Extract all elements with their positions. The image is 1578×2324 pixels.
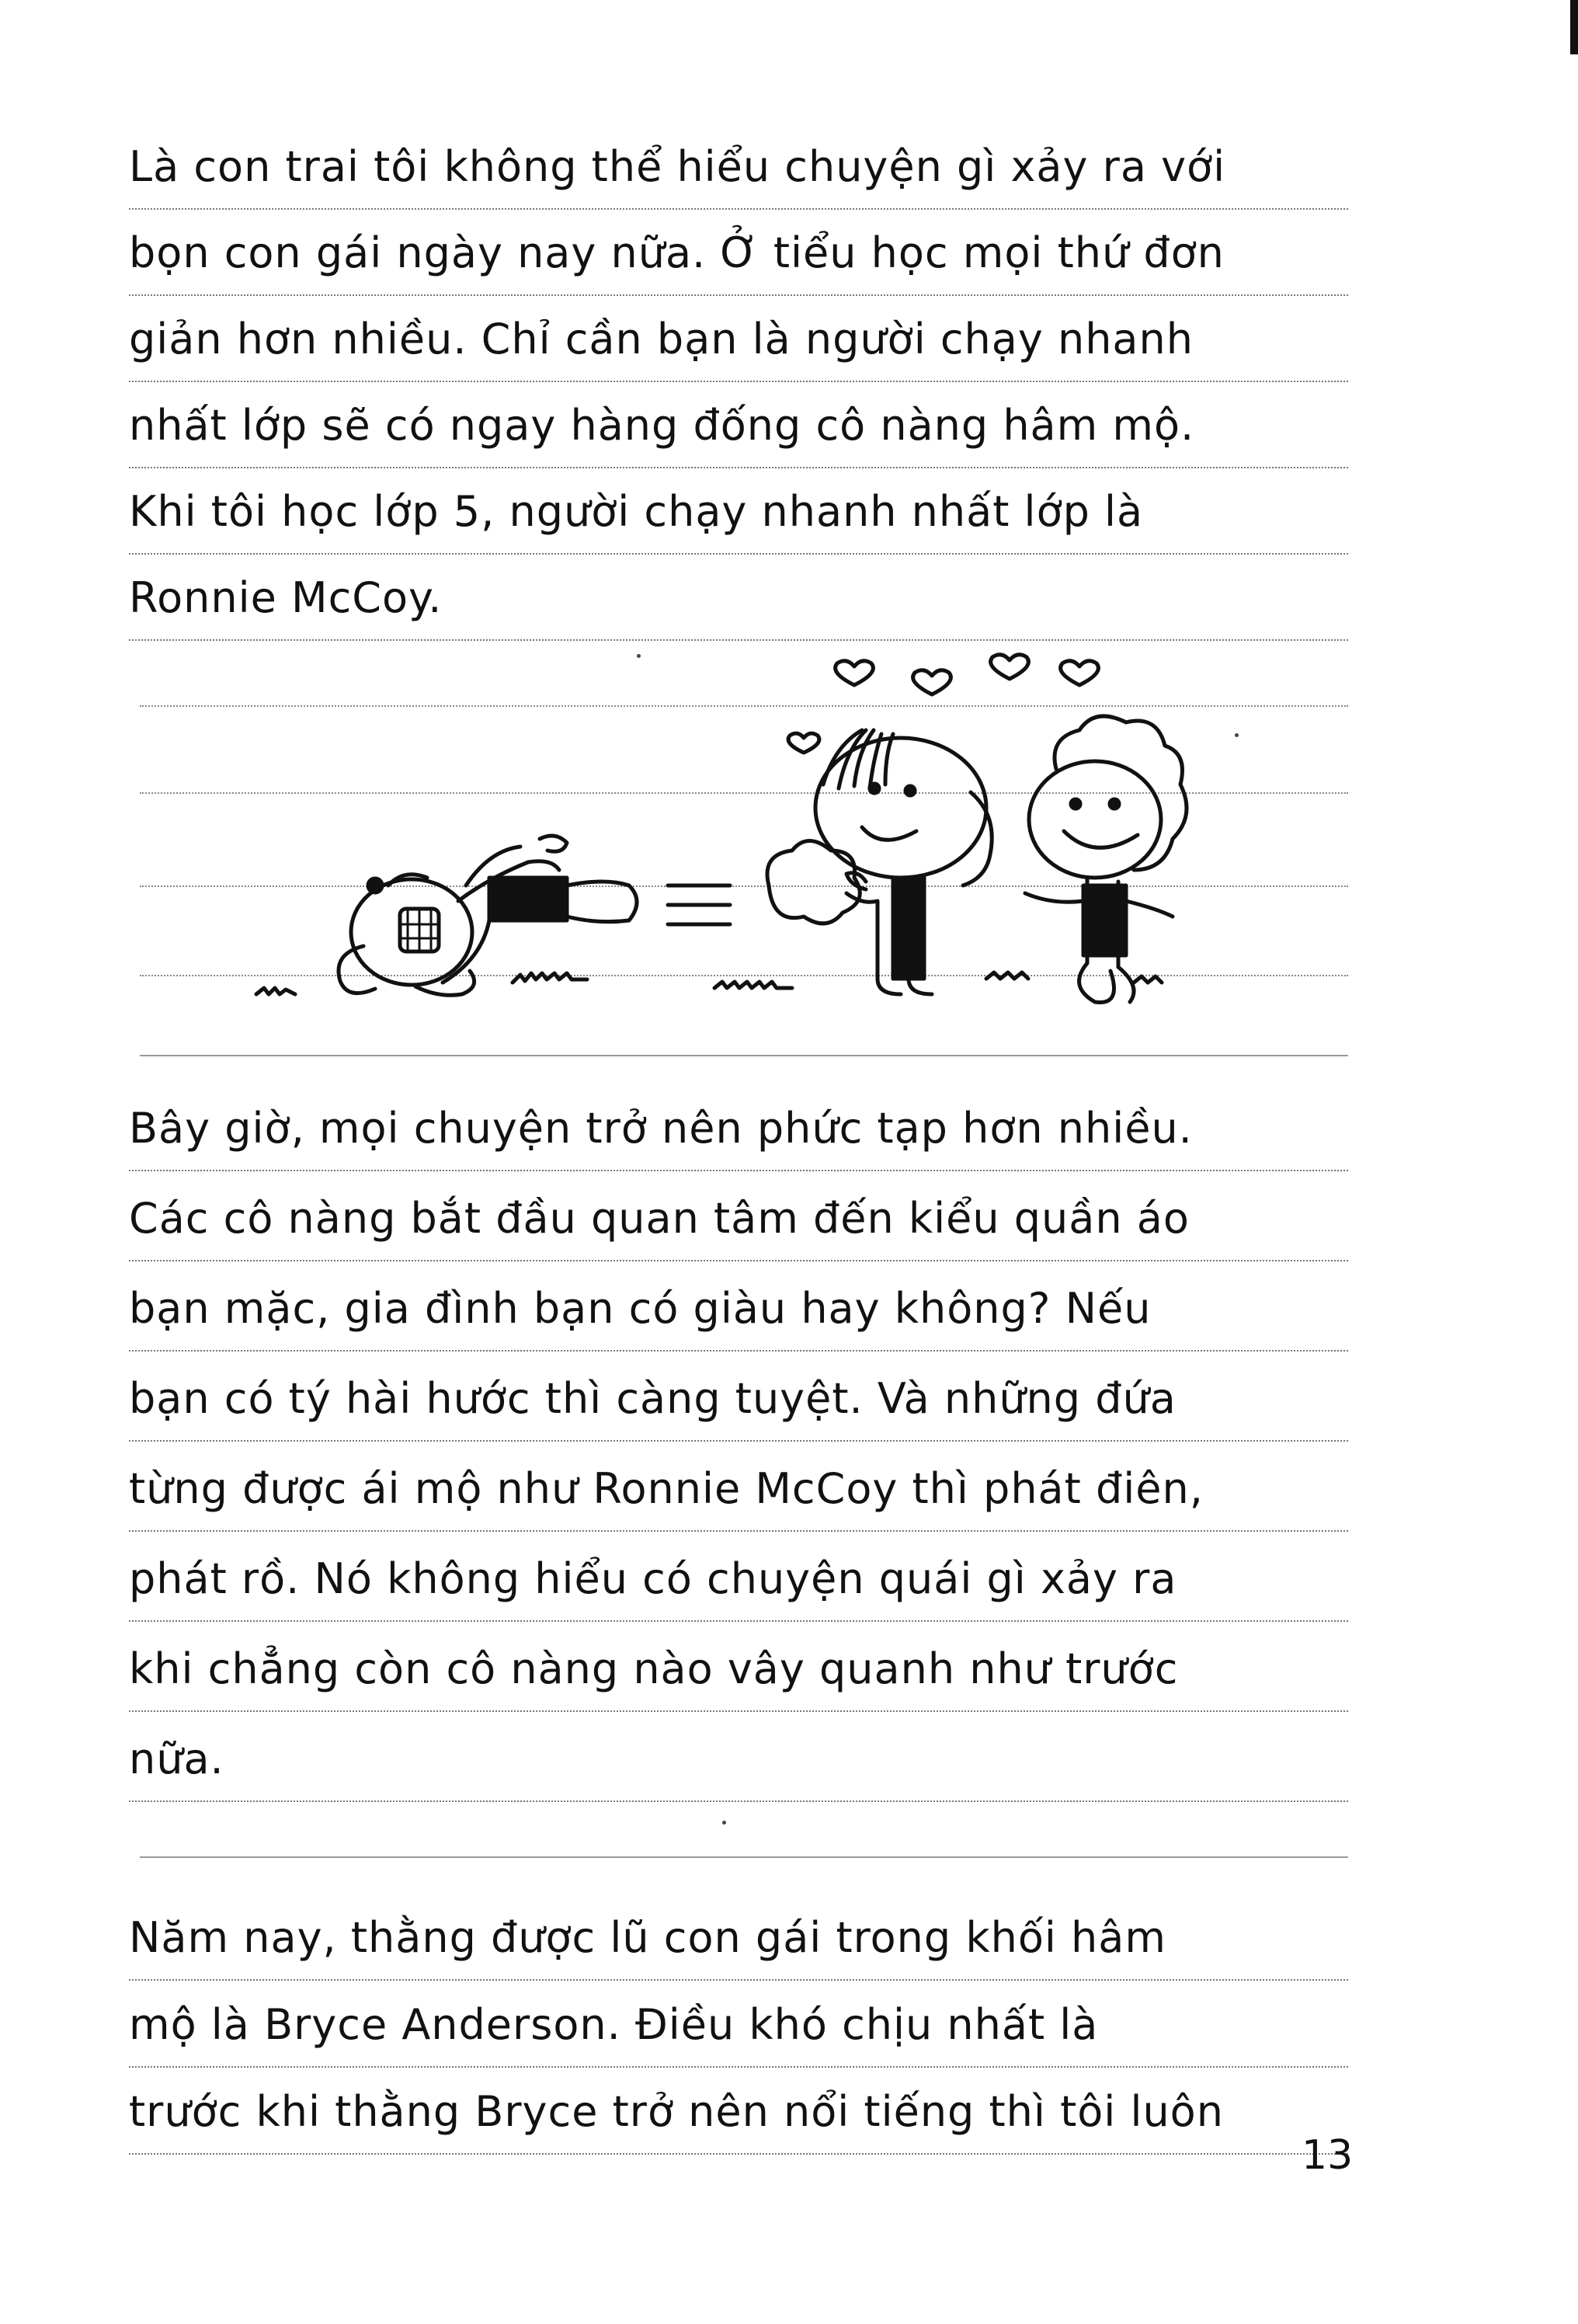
text-line: bạn mặc, gia đình bạn có giàu hay không? Nếu bbox=[129, 1266, 1348, 1352]
grass-tuft bbox=[1134, 976, 1162, 983]
text-line: Là con trai tôi không thể hiểu chuyện gì xảy ra với bbox=[129, 124, 1348, 210]
text-line: từng được ái mộ như Ronnie McCoy thì phát điên, bbox=[129, 1446, 1348, 1532]
ruled-line bbox=[140, 1856, 1348, 1858]
text-line: trước khi thằng Bryce trở nên nổi tiếng thì tôi luôn bbox=[129, 2069, 1348, 2155]
text-line: bọn con gái ngày nay nữa. Ở tiểu học mọi thứ đơn bbox=[129, 210, 1348, 296]
running-boy bbox=[339, 836, 860, 995]
grass-tuft bbox=[714, 982, 792, 988]
ink-speck bbox=[1235, 733, 1239, 737]
text-line: Bây giờ, mọi chuyện trở nên phức tạp hơn nhiều. bbox=[129, 1086, 1348, 1171]
page-edge-mark bbox=[1570, 0, 1578, 54]
ink-speck bbox=[722, 1821, 726, 1825]
grass-tuft bbox=[256, 988, 295, 994]
grass-tuft bbox=[513, 973, 587, 983]
text-line: nhất lớp sẽ có ngay hàng đống cô nàng hâm mộ. bbox=[129, 383, 1348, 468]
grass-tuft bbox=[986, 972, 1028, 979]
girl-left bbox=[815, 730, 992, 994]
ink-speck bbox=[637, 654, 641, 658]
text-line: bạn có tý hài hước thì càng tuyệt. Và những đứa bbox=[129, 1356, 1348, 1442]
hearts bbox=[788, 655, 1098, 753]
cartoon-illustration bbox=[233, 652, 1243, 1056]
text-line: Các cô nàng bắt đầu quan tâm đến kiểu quần áo bbox=[129, 1176, 1348, 1261]
text-line: phát rồ. Nó không hiểu có chuyện quái gì xảy ra bbox=[129, 1536, 1348, 1622]
text-line: Khi tôi học lớp 5, người chạy nhanh nhất lớp là bbox=[129, 469, 1348, 555]
text-line: nữa. bbox=[129, 1717, 1348, 1802]
text-line: mộ là Bryce Anderson. Điều khó chịu nhất là bbox=[129, 1982, 1348, 2068]
text-line: Ronnie McCoy. bbox=[129, 555, 1348, 641]
text-line: Năm nay, thằng được lũ con gái trong khối hâm bbox=[129, 1895, 1348, 1981]
text-line: khi chẳng còn cô nàng nào vây quanh như trước bbox=[129, 1626, 1348, 1712]
text-line: giản hơn nhiều. Chỉ cần bạn là người chạy nhanh bbox=[129, 297, 1348, 382]
page-number: 13 bbox=[1302, 2132, 1354, 2179]
girl-right bbox=[1025, 716, 1187, 1003]
